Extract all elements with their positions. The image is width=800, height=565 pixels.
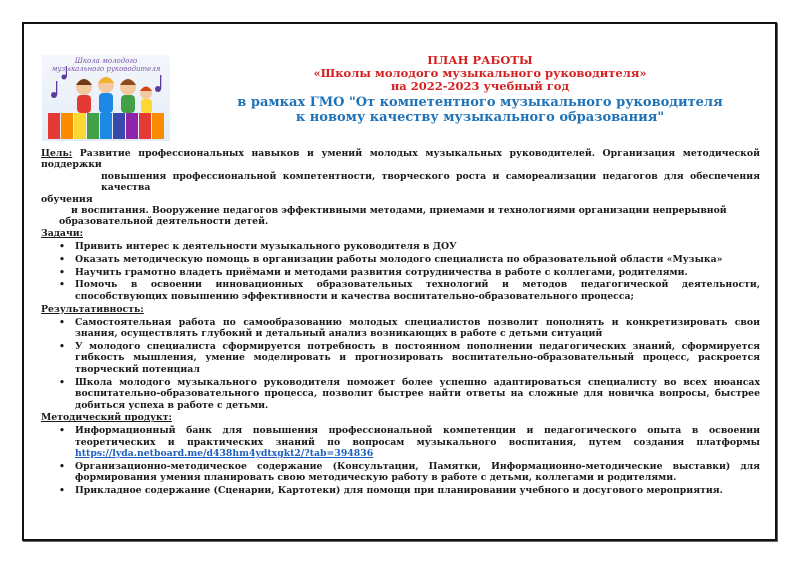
list-item: • Самостоятельная работа по самообразованию молодых специалистов позволит пополнять и конкретизировать свои знания, осуществлять глубокий и детальный анализ возникающих в работе с детьми ситуаций (41, 317, 760, 340)
academic-year: на 2022-2023 учебный год (390, 79, 570, 93)
tasks-list (41, 241, 760, 303)
results-heading: Результативность: (41, 303, 144, 315)
list-item: • Организационно-методическое содержание (Консультации, Памятки, Информационно-методические выставки) для формирования умения планировать свою методическую работу в работе с детьми, коллегами и родителями. (41, 461, 760, 484)
school-name: «Школы молодого музыкального руководителя» (313, 66, 647, 80)
goal-label: Цель: (41, 148, 73, 159)
logo-caption (42, 57, 170, 73)
list-item: • У молодого специалиста сформируется потребность в постоянном пополнении педагогических знаний, сформируется гибкость мышления, умение моделировать и прогнозировать воспитательно-образовательный процесс, раскроется творческий потенциал (41, 341, 760, 375)
document-header (190, 54, 770, 125)
goal-text-1: Развитие профессиональных навыков и умений молодых музыкальных руководителей. Организация методической поддержки (41, 148, 760, 171)
list-item: • Привить интерес к деятельности музыкального руководителя в ДОУ (41, 241, 760, 252)
product-list (41, 425, 760, 496)
goal-text-2: повышения профессиональной компетентности, творческого роста и самореализации педагогов для обеспечения качества (101, 170, 760, 194)
list-item: • Школа молодого музыкального руководителя поможет более успешно адаптироваться специалисту во всех нюансах воспитательно-образовательного процесса, позволит быстрее найти ответы на сложные для новичка вопросы, быстрее добиться успеха в работе с детьми. (41, 377, 760, 411)
children-figures-icon (76, 77, 152, 113)
gmo-subtitle-line1: в рамках ГМО "От компетентного музыкального руководителя (237, 95, 723, 110)
list-item: • Оказать методическую помощь в организации работы молодого специалиста по образовательной области «Музыка» (41, 254, 760, 265)
document-body (41, 148, 760, 498)
product-item-1-text: Информационный банк для повышения профессиональной компетенции и педагогического опыта в освоении теоретических и практических знаний по вопросам музыкального воспитания, путем создания платформы (75, 425, 760, 448)
gmo-subtitle-line2: к новому качеству музыкального образования" (295, 110, 665, 125)
list-item: • Прикладное содержание (Сценарии, Картотеки) для помощи при планировании учебного и досугового мероприятия. (41, 485, 760, 496)
rainbow-piano-keys-icon (48, 113, 164, 139)
school-logo-image (42, 55, 170, 141)
platform-link[interactable]: https://lyda.netboard.me/d438hm4ydtxgkt2/?tab=394836 (75, 448, 374, 460)
goal-text-4: и воспитания. Вооружение педагогов эффективными методами, приемами и технологиями организации непрерывной (71, 205, 727, 217)
list-item: • Помочь в освоении инновационных образовательных технологий и методов педагогической деятельности, способствующих повышению эффективности и качества воспитательно-образовательного процесса; (41, 279, 760, 302)
tasks-heading: Задачи: (41, 227, 84, 239)
goal-text-5: образовательной деятельности детей. (59, 216, 269, 228)
list-item (41, 425, 760, 459)
goal-text-3: обучения (41, 193, 93, 205)
plan-title: ПЛАН РАБОТЫ (427, 53, 533, 67)
goal-paragraph (41, 148, 760, 171)
list-item: • Научить грамотно владеть приёмами и методами развития сотрудничества в работе с коллегами, родителями. (41, 267, 760, 278)
product-heading: Методический продукт: (41, 412, 172, 424)
logo-caption-line1: Школа молодого (74, 57, 138, 65)
logo-caption-line2: музыкального руководителя (51, 65, 161, 73)
results-list (41, 317, 760, 411)
